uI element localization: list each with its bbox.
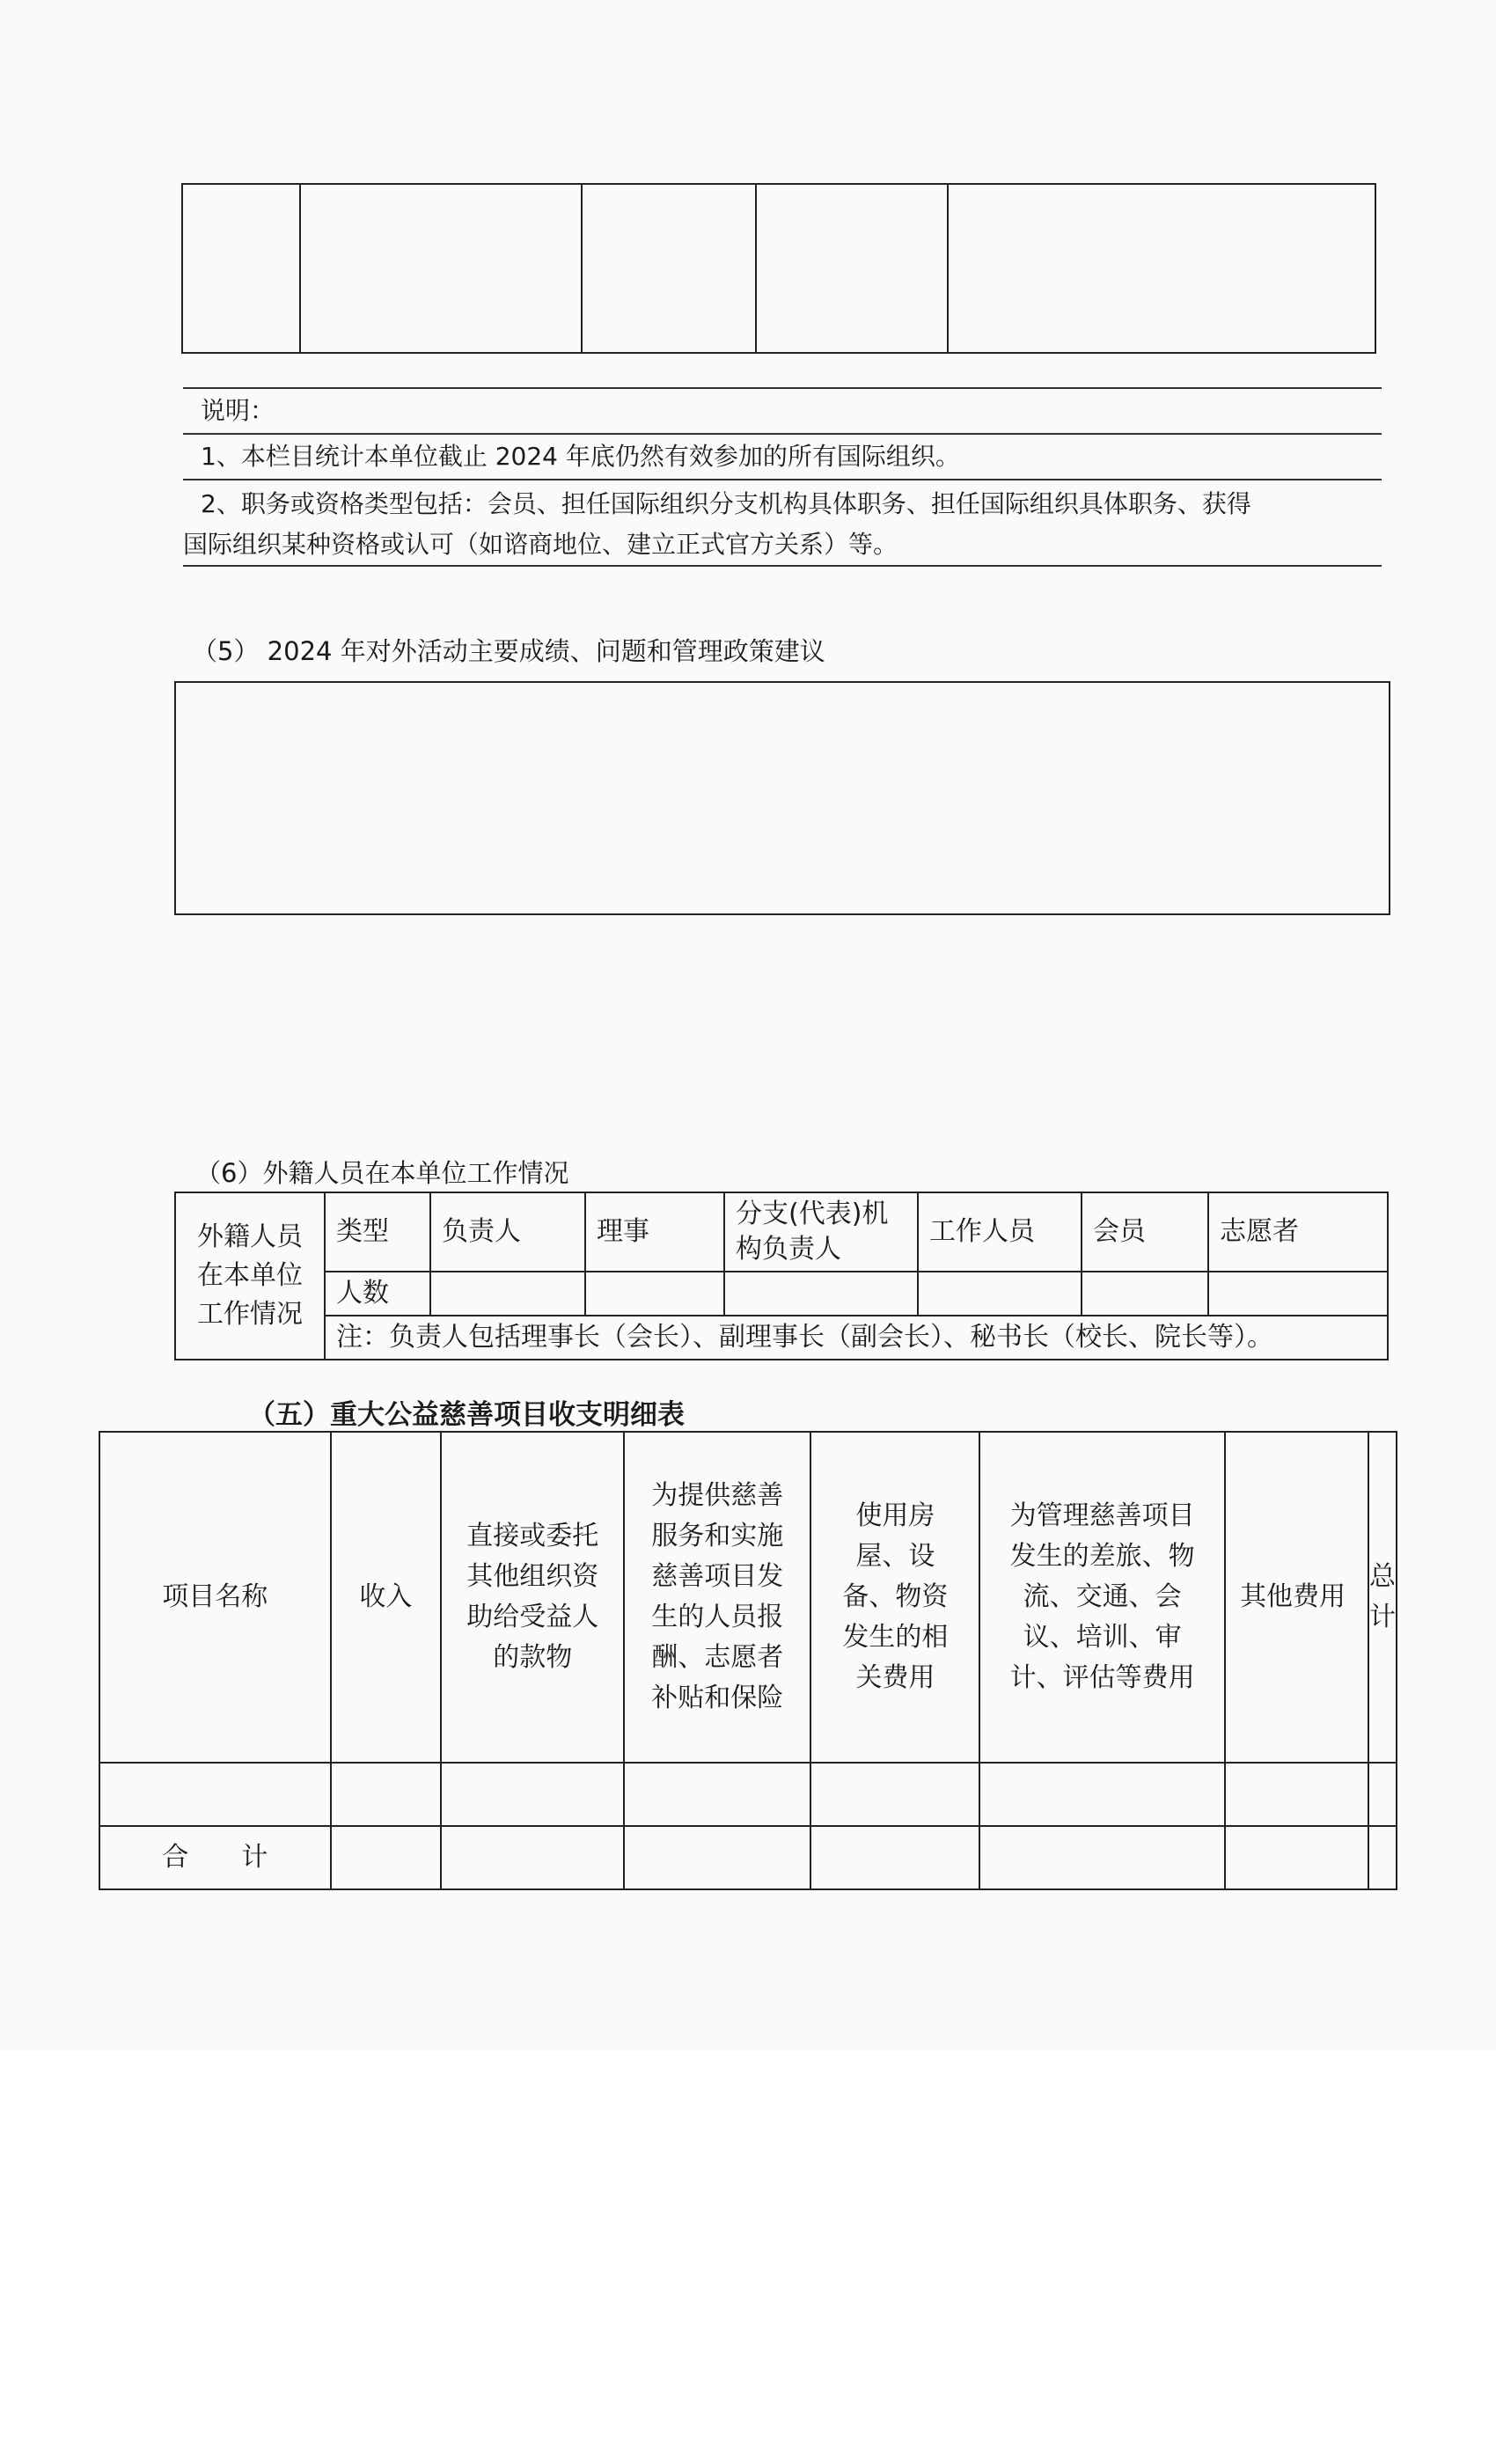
top-table xyxy=(181,183,1376,354)
table-cell xyxy=(441,1763,624,1826)
total-label: 合 计 xyxy=(99,1826,331,1889)
notes-heading: 说明： xyxy=(201,396,275,425)
count-cell xyxy=(724,1272,918,1316)
row-header-line: 外籍人员 xyxy=(197,1221,303,1252)
row-header-line: 工作情况 xyxy=(197,1299,303,1330)
table-note: 注：负责人包括理事长（会长）、副理事长（副会长）、秘书长（校长、院长等）。 xyxy=(325,1316,1388,1360)
table-cell xyxy=(1368,1763,1397,1826)
top-table-cell xyxy=(756,184,948,353)
table-cell xyxy=(810,1763,979,1826)
section-6-title: （6）外籍人员在本单位工作情况 xyxy=(195,1158,569,1188)
column-header: 项目名称 xyxy=(99,1432,331,1763)
table-cell xyxy=(979,1763,1225,1826)
section-v-title: （五）重大公益慈善项目收支明细表 xyxy=(248,1399,685,1431)
table-cell xyxy=(1368,1826,1397,1889)
table-cell xyxy=(1225,1763,1368,1826)
column-header: 理事 xyxy=(585,1192,724,1272)
column-header: 分支(代表)机构负责人 xyxy=(724,1192,918,1272)
table-cell xyxy=(1225,1826,1368,1889)
notes-item-1: 1、本栏目统计本单位截止 2024 年底仍然有效参加的所有国际组织。 xyxy=(201,442,960,471)
table-cell xyxy=(624,1763,810,1826)
column-header: 直接或委托其他组织资助给受益人的款物 xyxy=(441,1432,624,1763)
top-table-cell xyxy=(300,184,582,353)
type-label: 类型 xyxy=(325,1192,430,1272)
divider xyxy=(183,565,1382,567)
blank-bottom-area xyxy=(0,2050,1496,2464)
foreign-staff-table xyxy=(174,1192,1389,1360)
count-cell xyxy=(1082,1272,1208,1316)
count-cell xyxy=(918,1272,1082,1316)
table-cell xyxy=(979,1826,1225,1889)
count-cell xyxy=(430,1272,585,1316)
column-header: 使用房屋、设备、物资发生的相关费用 xyxy=(810,1432,979,1763)
count-label: 人数 xyxy=(325,1272,430,1316)
column-header: 为提供慈善服务和实施慈善项目发生的人员报酬、志愿者补贴和保险 xyxy=(624,1432,810,1763)
top-table-cell xyxy=(582,184,756,353)
table-cell xyxy=(441,1826,624,1889)
column-header: 会员 xyxy=(1082,1192,1208,1272)
notes-item-2-line1: 2、职务或资格类型包括：会员、担任国际组织分支机构具体职务、担任国际组织具体职务、获得 xyxy=(201,489,1251,518)
count-cell xyxy=(585,1272,724,1316)
top-table-cell xyxy=(182,184,300,353)
table-cell xyxy=(810,1826,979,1889)
notes-block xyxy=(183,387,1382,567)
column-header: 为管理慈善项目发生的差旅、物流、交通、会议、培训、审计、评估等费用 xyxy=(979,1432,1225,1763)
column-header: 其他费用 xyxy=(1225,1432,1368,1763)
row-header-cell xyxy=(175,1192,325,1360)
count-cell xyxy=(1208,1272,1388,1316)
table-cell xyxy=(624,1826,810,1889)
charity-project-table xyxy=(99,1431,1397,1890)
column-header: 收入 xyxy=(331,1432,442,1763)
column-header: 志愿者 xyxy=(1208,1192,1388,1272)
column-header: 工作人员 xyxy=(918,1192,1082,1272)
table-cell xyxy=(331,1763,442,1826)
column-header: 负责人 xyxy=(430,1192,585,1272)
section-5-title: （5） 2024 年对外活动主要成绩、问题和管理政策建议 xyxy=(192,636,825,666)
row-header-line: 在本单位 xyxy=(197,1260,303,1291)
section-5-box xyxy=(174,681,1390,915)
top-table-cell xyxy=(948,184,1375,353)
table-cell xyxy=(331,1826,442,1889)
notes-item-2-line2: 国际组织某种资格或认可（如谘商地位、建立正式官方关系）等。 xyxy=(183,530,898,559)
table-cell xyxy=(99,1763,331,1826)
column-header: 总计 xyxy=(1368,1432,1397,1763)
